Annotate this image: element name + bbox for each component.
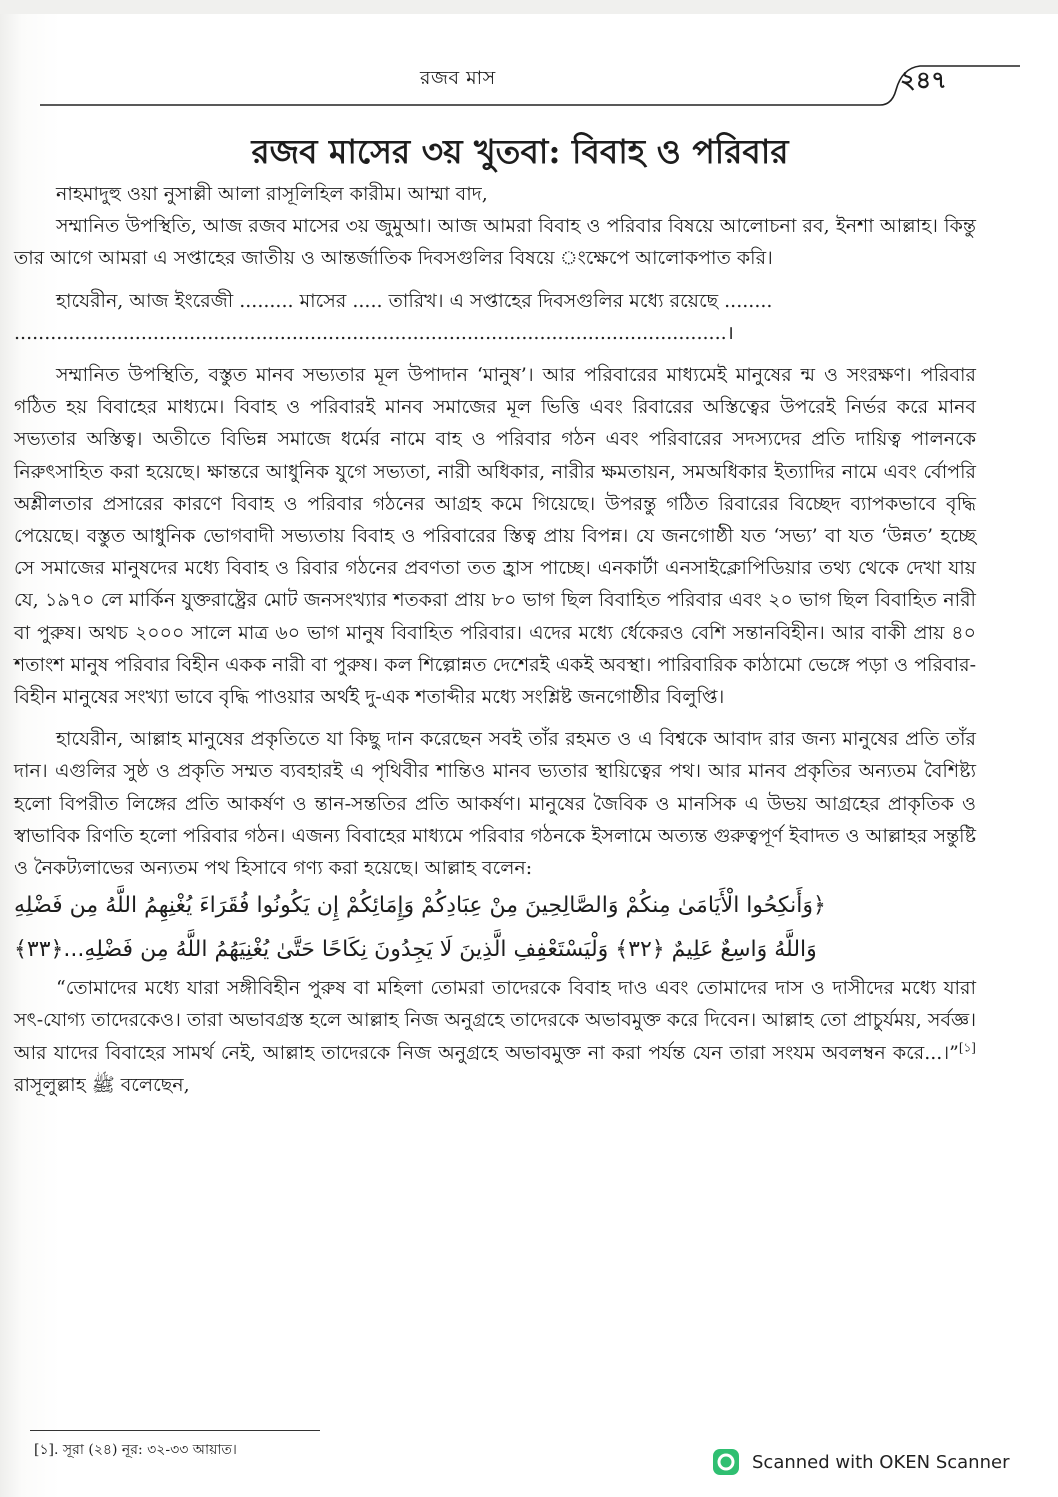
translation-paragraph bbox=[14, 972, 976, 1101]
nature-paragraph: হাযেরীন, আল্লাহ মানুষের প্রকৃতিতে যা কিছু দান করেছেন সবই তাঁর রহমত ও এ বিশ্বকে আবাদ রার জন্য মানুষের প্রতি তাঁর দান। এগুলির সুষ্ঠ ও প্রকৃতি সম্মত ব্যবহারই এ পৃথিবীর শান্তিও মানব ভ্যতার স্থায়িত্বের পথ। আর মানব প্রকৃতির অন্যতম বৈশিষ্ট্য হলো বিপরীত লিঙ্গের প্রতি আকর্ষণ ও ন্তান-সন্ততির প্রতি আকর্ষণ। মানুষের জৈবিক ও মানসিক এ উভয় আগ্রহের প্রাকৃতিক ও স্বাভাবিক রিণতি হলো পরিবার গঠন। এজন্য বিবাহের মাধ্যমে পরিবার গঠনকে ইসলামে অত্যন্ত গুরুত্বপূর্ণ ইবাদত ও আল্লাহর সন্তুষ্টি ও নৈকট্যলাভের অন্যতম পথ হিসাবে গণ্য করা হয়েছে। আল্লাহ বলেন: bbox=[14, 728, 976, 880]
running-header-title: রজব মাস bbox=[420, 67, 496, 89]
body-text bbox=[14, 178, 976, 1101]
translation-continuation: রাসূলুল্লাহ ﷺ বলেছেন, bbox=[14, 1073, 190, 1096]
footnote-divider bbox=[30, 1430, 320, 1431]
page-number: ২৪৭ bbox=[900, 65, 947, 94]
header-rule bbox=[40, 50, 1020, 110]
footnote-ref: [১] bbox=[958, 1040, 976, 1055]
quran-verse-line-2: وَاللَّهُ وَاسِعٌ عَلِيمٌ ﴿٣٢﴾ وَلْيَسْتَعْفِفِ الَّذِينَ لَا يَجِدُونَ نِكَاحًا حَتَّىٰ يُغْنِيَهُمُ اللَّهُ مِن فَضْلِهِ...﴿٣٣﴾ bbox=[14, 937, 817, 963]
page-title: রজব মাসের ৩য় খুতবা: বিবাহ ও পরিবার bbox=[251, 132, 789, 171]
scan-edge bbox=[0, 0, 1058, 14]
intro-paragraph: সম্মানিত উপস্থিতি, আজ রজব মাসের ৩য় জুমুআ। আজ আমরা বিবাহ ও পরিবার বিষয়ে আলোচনা রব, ইনশা আল্লাহ। কিন্তু তার আগে আমরা এ সপ্তাহের জাতীয় ও আন্তর্জাতিক দিবসগুলির বিষয়ে ংক্ষেপে আলোকপাত করি। bbox=[14, 215, 976, 270]
scanner-watermark bbox=[712, 1448, 1009, 1476]
dates-fill-line: ......................................................................................................................। bbox=[14, 321, 734, 344]
scanner-logo-icon bbox=[712, 1448, 740, 1476]
opening-paragraph: নাহমাদুহু ওয়া নুসাল্লী আলা রাসূলিহিল কারীম। আম্মা বাদ, bbox=[56, 183, 488, 205]
footnote: [১]. সূরা (২৪) নূর: ৩২-৩৩ আয়াত। bbox=[34, 1442, 237, 1458]
dates-paragraph: হাযেরীন, আজ ইংরেজী ......... মাসের ..... তারিখ। এ সপ্তাহের দিবসগুলির মধ্যে রয়েছে ........ bbox=[56, 289, 773, 312]
translation-text: “তোমাদের মধ্যে যারা সঙ্গীবিহীন পুরুষ বা মহিলা তোমরা তাদেরকে বিবাহ দাও এবং তোমাদের দাস ও দাসীদের মধ্যে যারা সৎ-যোগ্য তাদেরকেও। তারা অভাবগ্রস্ত হলে আল্লাহ নিজ অনুগ্রহে তাদেরকে অভাবমুক্ত করে দিবেন। আল্লাহ তো প্রাচুর্যময়, সর্বজ্ঞ। আর যাদের বিবাহের সামর্থ নেই, আল্লাহ তাদেরকে নিজ অনুগ্রহে অভাবমুক্ত না করা পর্যন্ত যেন তারা সংযম অবলম্বন করে...।” bbox=[14, 977, 976, 1064]
civilization-paragraph: সম্মানিত উপস্থিতি, বস্তুত মানব সভ্যতার মূল উপাদান ‘মানুষ’। আর পরিবারের মাধ্যমেই মানুষের ন্ম ও সংরক্ষণ। পরিবার গঠিত হয় বিবাহের মাধ্যমে। বিবাহ ও পরিবারই মানব সমাজের মূল ভিত্তি এবং রিবারের অস্তিত্বের উপরেই নির্ভর করে মানব সভ্যতার অস্তিত্ব। অতীতে বিভিন্ন সমাজে ধর্মের নামে বাহ ও পরিবার গঠন এবং পরিবারের সদস্যদের প্রতি দায়িত্ব পালনকে নিরুৎসাহিত করা হয়েছে। ক্ষান্তরে আধুনিক যুগে সভ্যতা, নারী অধিকার, নারীর ক্ষমতায়ন, সমঅধিকার ইত্যাদির নামে এবং র্বোপরি অশ্লীলতার প্রসারের কারণে বিবাহ ও পরিবার গঠনের আগ্রহ কমে গিয়েছে। উপরন্তু গঠিত রিবারের বিচ্ছেদ ব্যাপকভাবে বৃদ্ধি পেয়েছে। বস্তুত আধুনিক ভোগবাদী সভ্যতায় বিবাহ ও পরিবারের স্তিত্ব প্রায় বিপন্ন। যে জনগোষ্ঠী যত ‘সভ্য’ বা যত ‘উন্নত’ হচ্ছে সে সমাজের মানুষদের মধ্যে বিবাহ ও রিবার গঠনের প্রবণতা তত হ্রাস পাচ্ছে। এনকার্টা এনসাইক্লোপিডিয়ার তথ্য থেকে দেখা যায় যে, ১৯৭০ লে মার্কিন যুক্তরাষ্ট্রের মোট জনসংখ্যার শতকরা প্রায় ৮০ ভাগ ছিল বিবাহিত পরিবার এবং ২০ ভাগ ছিল বিবাহিত নারী বা পুরুষ। অথচ ২০০০ সালে মাত্র ৬০ ভাগ মানুষ বিবাহিত পরিবার। এদের মধ্যে র্ধেকেরও বেশি সন্তানবিহীন। আর বাকী প্রায় ৪০ শতাংশ মানুষ পরিবার বিহীন একক নারী বা পুরুষ। কল শিল্পোন্নত দেশেরই একই অবস্থা। পারিবারিক কাঠামো ভেঙ্গে পড়া ও পরিবার-বিহীন মানুষের সংখ্যা ভাবে বৃদ্ধি পাওয়ার অর্থই দু-এক শতাব্দীর মধ্যে সংশ্লিষ্ট জনগোষ্ঠীর বিলুপ্তি। bbox=[14, 364, 976, 709]
scanner-label: Scanned with OKEN Scanner bbox=[752, 1451, 1010, 1473]
quran-verse-line-1: ﴿وَأَنكِحُوا الْأَيَامَىٰ مِنكُمْ وَالصَّالِحِينَ مِنْ عِبَادِكُمْ وَإِمَائِكُمْ إِن يَكُونُوا فُقَرَاءَ يُغْنِهِمُ اللَّهُ مِن فَضْلِهِ bbox=[14, 893, 826, 919]
